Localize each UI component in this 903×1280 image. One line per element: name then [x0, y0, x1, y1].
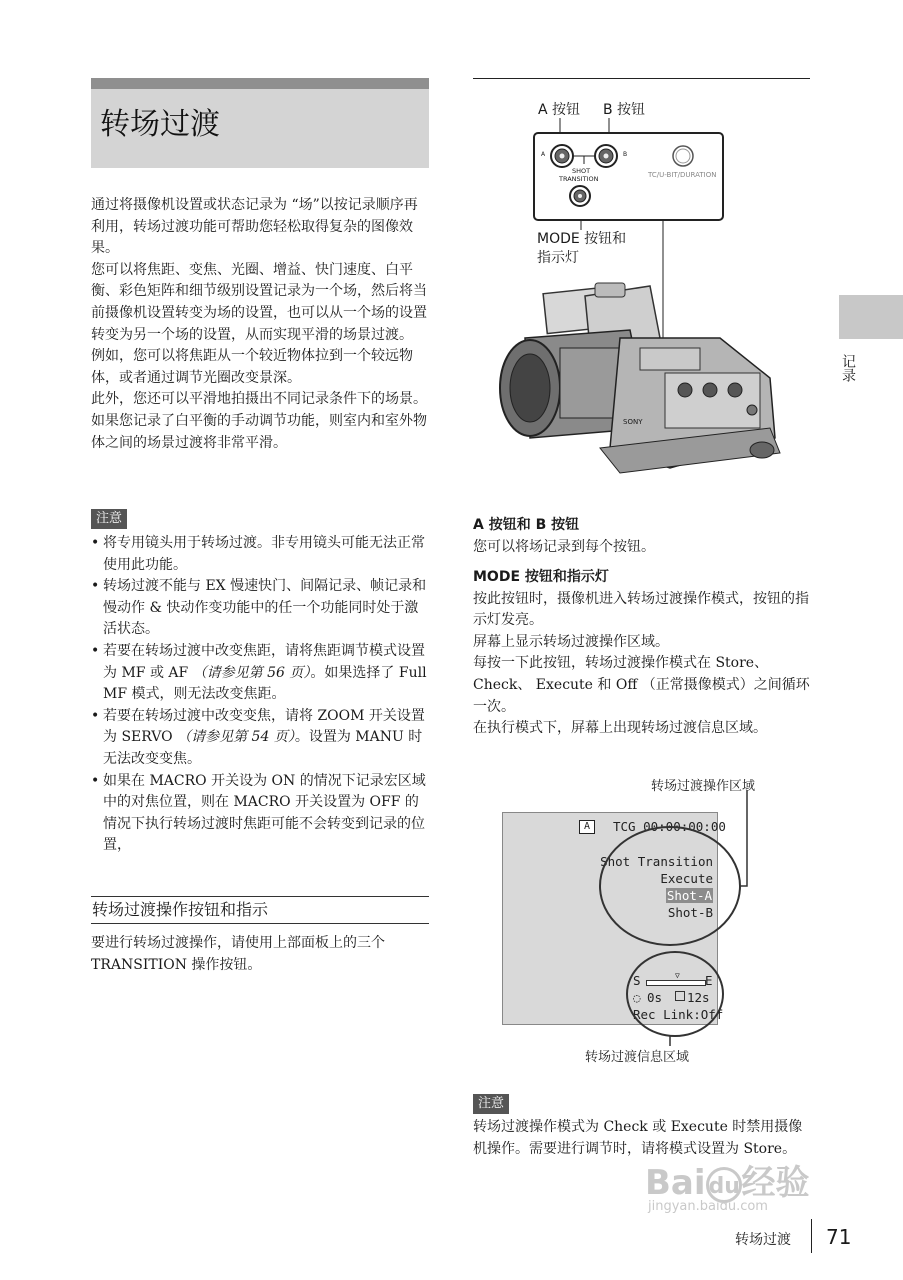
intro-block	[91, 195, 431, 454]
menu-item: Shot-B	[667, 905, 713, 920]
bottom-note-tag: 注意	[473, 1092, 509, 1114]
note-item: • 转场过渡不能与 EX 慢速快门、间隔记录、帧记录和慢动作 & 快动作变功能中的任一个功能同时处于激活状态。	[91, 576, 431, 641]
section-mode-heading: MODE 按钮和指示灯	[473, 569, 609, 585]
footer-divider	[811, 1219, 812, 1253]
label-mode-button: MODE 按钮和 指示灯	[537, 231, 627, 266]
caption-operation-area: 转场过渡操作区域	[651, 779, 756, 794]
e-label: E	[705, 973, 713, 988]
caption-info-area: 转场过渡信息区域	[585, 1050, 690, 1065]
section-mode-text: 每按一下此按钮，转场过渡操作模式在 Store、 Check、 Execute 和 Off （正常摄像模式）之间循环一次。	[473, 655, 810, 715]
menu-item-selected: Shot-A	[666, 888, 712, 903]
bottom-note-text: 转场过渡操作模式为 Check 或 Execute 时禁用摄像机操作。需要进行调节时，请将模式设置为 Store。	[473, 1119, 803, 1157]
intro-paragraph: 通过将摄像机设置或状态记录为 “场”以按记录顺序再利用，转场过渡功能可帮助您轻松取得复杂的图像效果。	[91, 197, 418, 257]
section-mode-text: 屏幕上显示转场过渡操作区域。	[473, 633, 669, 650]
timer-icon: ◌	[633, 990, 641, 1005]
camera-brand: SONY	[623, 418, 643, 426]
rec-link: Rec Link:Off	[633, 1007, 724, 1022]
section-mode-text: 在执行模式下，屏幕上出现转场过渡信息区域。	[473, 720, 767, 737]
section-ab-text: 您可以将场记录到每个按钮。	[473, 538, 655, 555]
section-ab	[473, 515, 813, 558]
watermark-logo: Bai du经验	[645, 1163, 810, 1203]
page-number: 71	[826, 1225, 852, 1249]
b-button-icon	[595, 145, 617, 167]
page-reference: （请参见第 54 页）	[177, 729, 295, 746]
note-item: • 将专用镜头用于转场过渡。非专用镜头可能无法正常使用此功能。	[91, 533, 431, 576]
s-label: S	[633, 973, 641, 988]
section-mode-text: 按此按钮时，摄像机进入转场过渡操作模式，按钮的指示灯发亮。	[473, 590, 809, 629]
progress-marker-icon: ▽	[675, 971, 680, 980]
top-rule	[473, 78, 810, 79]
timer-total: 12s	[687, 990, 710, 1005]
watermark-url: jingyan.baidu.com	[648, 1199, 768, 1214]
tc-button-icon	[673, 146, 693, 166]
side-tab-label: 记录	[840, 354, 856, 382]
label-a-button: A 按钮	[538, 102, 581, 118]
section-mode	[473, 567, 813, 740]
label-b-button: B 按钮	[603, 102, 646, 118]
note-tag: 注意	[91, 507, 127, 529]
mode-button-icon	[570, 186, 590, 206]
section-ab-heading: A 按钮和 B 按钮	[473, 517, 580, 533]
menu-item: Execute	[660, 871, 713, 886]
subsection-heading: 转场过渡操作按钮和指示	[91, 896, 429, 924]
page-reference: （请参见第 56 页）	[192, 664, 311, 681]
timer-elapsed: 0s	[647, 990, 663, 1005]
transition-panel: A B SHOT TRANSITION TC/U-BIT/DURATION	[533, 132, 724, 221]
intro-paragraph: 例如，您可以将焦距从一个较近物体拉到一个较远物体，或者通过调节光圈改变景深。	[91, 348, 413, 386]
tcg-readout: TCG 00:00:00:00	[613, 819, 726, 834]
a-button-icon	[551, 145, 573, 167]
page-title: 转场过渡	[100, 107, 220, 142]
subsection-text: 要进行转场过渡操作，请使用上部面板上的三个 TRANSITION 操作按钮。	[91, 935, 385, 973]
notes-block	[91, 533, 431, 857]
note-item: • 若要在转场过渡中改变变焦，请将 ZOOM 开关设置为 SERVO （请参见第 54 页）。设置为 MANU 时无法改变变焦。	[91, 706, 431, 771]
intro-paragraph: 此外，您还可以平滑地拍摄出不同记录条件下的场景。如果您记录了白平衡的手动调节功能，则室内和室外物体之间的场景过渡将非常平滑。	[91, 391, 427, 451]
menu-item: Shot Transition	[600, 854, 713, 869]
title-box	[91, 78, 429, 168]
footer-section: 转场过渡	[735, 1232, 791, 1248]
intro-paragraph: 您可以将焦距、变焦、光圈、增益、快门速度、白平衡、彩色矩阵和细节级别设置记录为一个场，然后将当前摄像机设置转变为场的设置，也可以从一个场的设置转变为另一个场的设置，从而实现平滑的场景过渡。	[91, 261, 427, 343]
camera-illustration	[490, 278, 790, 478]
note-item: • 若要在转场过渡中改变焦距，请将焦距调节模式设置为 MF 或 AF （请参见第 56 页）。如果选择了 Full MF 模式，则无法改变焦距。	[91, 641, 431, 706]
callout-overlay	[495, 790, 755, 1060]
note-item: • 如果在 MACRO 开关设为 ON 的情况下记录宏区域中的对焦位置，则在 MACRO 开关设置为 OFF 的情况下执行转场过渡时焦距可能不会转变到记录的位置，	[91, 771, 431, 857]
a-indicator: A	[579, 820, 595, 834]
side-tab	[839, 295, 903, 339]
